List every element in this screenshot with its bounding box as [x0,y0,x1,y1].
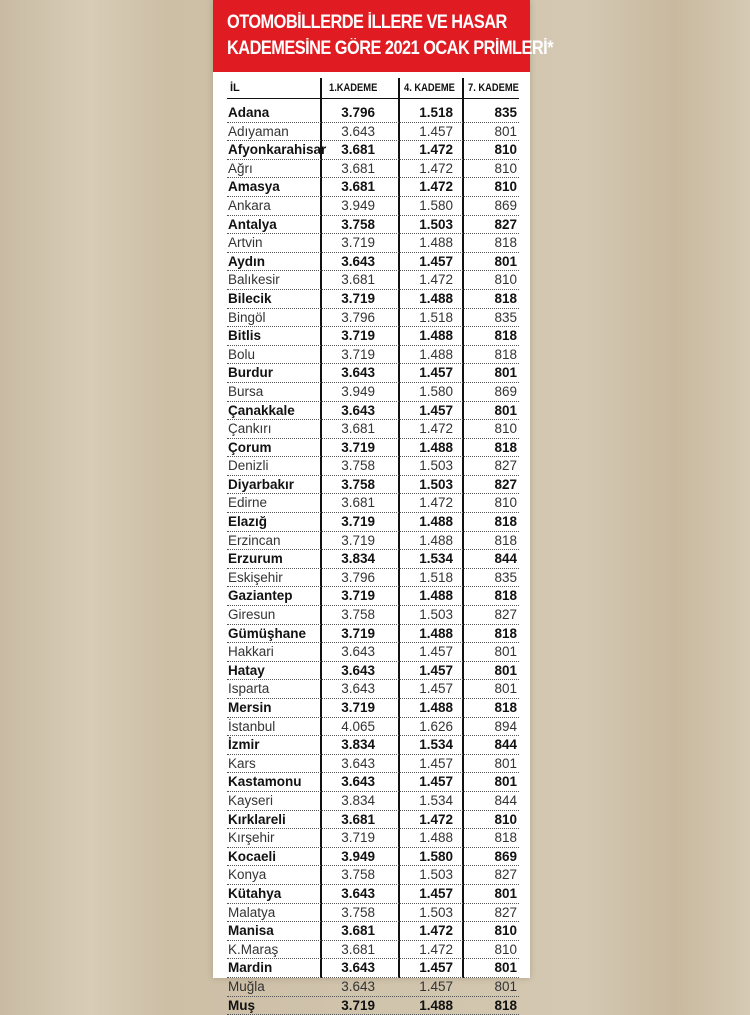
table-row [227,606,519,625]
table-row [227,662,519,681]
kademe-7-value: 801 [494,662,517,679]
kademe-7-value: 827 [494,606,517,623]
province-name: Mersin [228,699,272,716]
kademe-7-value: 827 [494,866,517,883]
province-name: Denizli [228,457,269,474]
kademe-7-value: 810 [494,941,517,958]
table-row [227,402,519,421]
kademe-1-value: 3.643 [341,959,375,976]
kademe-4-value: 1.472 [419,141,453,158]
province-name: Aydın [228,253,265,270]
province-name: Bitlis [228,327,261,344]
province-name: Gümüşhane [228,625,306,642]
table-row [227,829,519,848]
kademe-4-value: 1.457 [419,773,453,790]
kademe-4-value: 1.472 [419,922,453,939]
kademe-4-value: 1.457 [419,364,453,381]
kademe-7-value: 801 [494,885,517,902]
kademe-4-value: 1.488 [419,346,453,363]
province-name: Erzincan [228,532,281,549]
kademe-4-value: 1.457 [419,680,453,697]
kademe-7-value: 818 [494,587,517,604]
province-name: Kütahya [228,885,281,902]
kademe-1-value: 3.681 [341,141,375,158]
kademe-4-value: 1.534 [419,792,453,809]
province-name: Hatay [228,662,265,679]
kademe-1-value: 3.681 [341,811,375,828]
kademe-4-value: 1.472 [419,160,453,177]
table-row [227,848,519,867]
kademe-7-value: 818 [494,513,517,530]
table-row [227,160,519,179]
kademe-4-value: 1.472 [419,178,453,195]
kademe-4-value: 1.503 [419,606,453,623]
province-name: Gaziantep [228,587,293,604]
kademe-1-value: 3.643 [341,123,375,140]
kademe-7-value: 869 [494,848,517,865]
kademe-4-value: 1.518 [419,104,453,121]
kademe-1-value: 3.719 [341,532,375,549]
kademe-7-value: 869 [494,383,517,400]
province-name: Balıkesir [228,271,280,288]
province-name: Erzurum [228,550,283,567]
kademe-4-value: 1.457 [419,123,453,140]
province-name: Diyarbakır [228,476,294,493]
kademe-7-value: 844 [494,736,517,753]
province-name: Bingöl [228,309,266,326]
kademe-1-value: 3.758 [341,904,375,921]
kademe-4-value: 1.580 [419,848,453,865]
province-name: Kayseri [228,792,273,809]
table-row [227,587,519,606]
province-name: Konya [228,866,266,883]
province-name: Adıyaman [228,123,289,140]
kademe-7-value: 801 [494,364,517,381]
province-name: Antalya [228,216,277,233]
kademe-7-value: 810 [494,922,517,939]
kademe-1-value: 3.643 [341,662,375,679]
kademe-7-value: 844 [494,550,517,567]
kademe-7-value: 801 [494,773,517,790]
kademe-4-value: 1.580 [419,383,453,400]
kademe-4-value: 1.457 [419,402,453,419]
kademe-4-value: 1.503 [419,216,453,233]
title-line-1: OTOMOBİLLERDE İLLERE VE HASAR [227,10,488,36]
kademe-7-value: 810 [494,420,517,437]
kademe-1-value: 3.719 [341,587,375,604]
kademe-1-value: 3.719 [341,346,375,363]
premium-table-body [227,104,519,1015]
kademe-1-value: 3.643 [341,755,375,772]
title-line-2: KADEMESİNE GÖRE 2021 OCAK PRİMLERİ* [227,36,488,62]
table-row [227,680,519,699]
kademe-1-value: 3.643 [341,253,375,270]
table-row [227,550,519,569]
kademe-4-value: 1.503 [419,904,453,921]
kademe-7-value: 827 [494,457,517,474]
table-row [227,290,519,309]
table-title [213,0,530,72]
kademe-7-value: 844 [494,792,517,809]
kademe-1-value: 3.643 [341,364,375,381]
kademe-4-value: 1.488 [419,439,453,456]
table-row [227,866,519,885]
column-header-kademe-1: 1.KADEME [329,78,377,98]
kademe-1-value: 3.834 [341,550,375,567]
kademe-7-value: 801 [494,978,517,995]
kademe-7-value: 818 [494,829,517,846]
kademe-7-value: 869 [494,197,517,214]
kademe-7-value: 818 [494,290,517,307]
kademe-4-value: 1.488 [419,513,453,530]
kademe-1-value: 4.065 [341,718,375,735]
table-row [227,457,519,476]
kademe-4-value: 1.488 [419,234,453,251]
province-name: Adana [228,104,269,121]
table-row [227,197,519,216]
table-row [227,383,519,402]
kademe-7-value: 894 [494,718,517,735]
province-name: Kırklareli [228,811,286,828]
province-name: Burdur [228,364,273,381]
kademe-1-value: 3.681 [341,420,375,437]
table-row [227,364,519,383]
kademe-1-value: 3.949 [341,848,375,865]
province-name: Eskişehir [228,569,283,586]
province-name: Artvin [228,234,263,251]
kademe-4-value: 1.457 [419,755,453,772]
kademe-7-value: 810 [494,178,517,195]
kademe-1-value: 3.643 [341,885,375,902]
kademe-4-value: 1.488 [419,829,453,846]
table-row [227,773,519,792]
province-name: Çanakkale [228,402,295,419]
kademe-4-value: 1.488 [419,290,453,307]
table-row [227,123,519,142]
kademe-7-value: 827 [494,216,517,233]
table-row [227,718,519,737]
table-row [227,922,519,941]
kademe-7-value: 801 [494,253,517,270]
table-row [227,513,519,532]
table-row [227,420,519,439]
table-row [227,625,519,644]
kademe-1-value: 3.643 [341,978,375,995]
kademe-4-value: 1.518 [419,309,453,326]
table-row [227,253,519,272]
kademe-7-value: 818 [494,346,517,363]
table-row [227,569,519,588]
kademe-1-value: 3.834 [341,736,375,753]
province-name: Kırşehir [228,829,275,846]
kademe-4-value: 1.534 [419,736,453,753]
kademe-7-value: 818 [494,234,517,251]
province-name: Çankırı [228,420,272,437]
kademe-1-value: 3.796 [341,104,375,121]
kademe-7-value: 810 [494,271,517,288]
kademe-1-value: 3.949 [341,197,375,214]
province-name: Afyonkarahisar [228,141,326,158]
kademe-1-value: 3.796 [341,309,375,326]
province-name: Amasya [228,178,280,195]
table-row [227,309,519,328]
kademe-4-value: 1.503 [419,866,453,883]
province-name: Kocaeli [228,848,276,865]
kademe-4-value: 1.580 [419,197,453,214]
province-name: Muş [228,997,255,1014]
kademe-1-value: 3.681 [341,160,375,177]
table-row [227,532,519,551]
province-name: Kars [228,755,256,772]
table-row [227,494,519,513]
kademe-7-value: 818 [494,327,517,344]
kademe-7-value: 801 [494,680,517,697]
kademe-4-value: 1.488 [419,587,453,604]
province-name: Bolu [228,346,255,363]
kademe-7-value: 818 [494,439,517,456]
kademe-7-value: 801 [494,123,517,140]
kademe-7-value: 810 [494,494,517,511]
column-header-kademe-7: 7. KADEME [468,78,519,98]
kademe-4-value: 1.488 [419,532,453,549]
kademe-1-value: 3.643 [341,402,375,419]
province-name: Edirne [228,494,267,511]
province-name: Mardin [228,959,272,976]
column-header-kademe-4: 4. KADEME [404,78,455,98]
province-name: Çorum [228,439,272,456]
table-row [227,216,519,235]
table-row [227,178,519,197]
kademe-7-value: 827 [494,904,517,921]
table-row [227,736,519,755]
kademe-1-value: 3.796 [341,569,375,586]
table-row [227,346,519,365]
province-name: Ağrı [228,160,253,177]
table-row [227,997,519,1015]
province-name: Malatya [228,904,275,921]
kademe-7-value: 810 [494,141,517,158]
kademe-7-value: 810 [494,811,517,828]
table-row [227,234,519,253]
kademe-7-value: 835 [494,569,517,586]
kademe-7-value: 827 [494,476,517,493]
kademe-1-value: 3.681 [341,494,375,511]
kademe-7-value: 810 [494,160,517,177]
province-name: İstanbul [228,718,275,735]
kademe-1-value: 3.719 [341,997,375,1014]
column-header-il: İL [230,78,240,98]
province-name: Elazığ [228,513,267,530]
kademe-4-value: 1.472 [419,494,453,511]
kademe-1-value: 3.643 [341,643,375,660]
kademe-4-value: 1.472 [419,271,453,288]
table-row [227,439,519,458]
kademe-1-value: 3.719 [341,327,375,344]
kademe-4-value: 1.534 [419,550,453,567]
kademe-7-value: 818 [494,997,517,1014]
kademe-7-value: 818 [494,532,517,549]
table-row [227,755,519,774]
kademe-4-value: 1.626 [419,718,453,735]
kademe-4-value: 1.457 [419,253,453,270]
kademe-1-value: 3.758 [341,606,375,623]
kademe-1-value: 3.719 [341,234,375,251]
table-row [227,941,519,960]
table-row [227,959,519,978]
kademe-1-value: 3.643 [341,773,375,790]
table-row [227,978,519,997]
province-name: Muğla [228,978,265,995]
table-row [227,811,519,830]
kademe-1-value: 3.681 [341,941,375,958]
kademe-1-value: 3.681 [341,922,375,939]
table-row [227,104,519,123]
kademe-1-value: 3.681 [341,271,375,288]
kademe-1-value: 3.758 [341,216,375,233]
kademe-1-value: 3.758 [341,866,375,883]
kademe-7-value: 818 [494,699,517,716]
table-row [227,476,519,495]
table-row [227,792,519,811]
kademe-7-value: 801 [494,959,517,976]
kademe-4-value: 1.488 [419,997,453,1014]
kademe-1-value: 3.949 [341,383,375,400]
kademe-1-value: 3.643 [341,680,375,697]
kademe-1-value: 3.758 [341,457,375,474]
kademe-4-value: 1.503 [419,476,453,493]
kademe-4-value: 1.488 [419,699,453,716]
kademe-4-value: 1.457 [419,978,453,995]
table-row [227,699,519,718]
kademe-1-value: 3.719 [341,439,375,456]
province-name: Isparta [228,680,269,697]
kademe-7-value: 835 [494,104,517,121]
kademe-7-value: 818 [494,625,517,642]
kademe-7-value: 801 [494,755,517,772]
kademe-1-value: 3.834 [341,792,375,809]
kademe-1-value: 3.719 [341,290,375,307]
kademe-7-value: 835 [494,309,517,326]
kademe-1-value: 3.719 [341,699,375,716]
province-name: Giresun [228,606,275,623]
province-name: K.Maraş [228,941,278,958]
kademe-4-value: 1.488 [419,327,453,344]
kademe-4-value: 1.457 [419,885,453,902]
province-name: Hakkari [228,643,274,660]
kademe-1-value: 3.719 [341,625,375,642]
kademe-4-value: 1.472 [419,811,453,828]
kademe-1-value: 3.719 [341,829,375,846]
table-row [227,885,519,904]
table-row [227,271,519,290]
province-name: Bilecik [228,290,272,307]
newspaper-clipping [213,0,530,978]
kademe-7-value: 801 [494,402,517,419]
kademe-4-value: 1.488 [419,625,453,642]
kademe-4-value: 1.503 [419,457,453,474]
kademe-4-value: 1.472 [419,420,453,437]
table-row [227,141,519,160]
kademe-1-value: 3.681 [341,178,375,195]
kademe-7-value: 801 [494,643,517,660]
kademe-1-value: 3.758 [341,476,375,493]
table-row [227,643,519,662]
header-rule [227,98,519,99]
kademe-4-value: 1.518 [419,569,453,586]
kademe-4-value: 1.457 [419,643,453,660]
province-name: Manisa [228,922,274,939]
province-name: Ankara [228,197,271,214]
kademe-4-value: 1.457 [419,959,453,976]
province-name: Bursa [228,383,263,400]
kademe-4-value: 1.472 [419,941,453,958]
kademe-4-value: 1.457 [419,662,453,679]
province-name: Kastamonu [228,773,302,790]
kademe-1-value: 3.719 [341,513,375,530]
province-name: İzmir [228,736,260,753]
table-row [227,904,519,923]
table-row [227,327,519,346]
